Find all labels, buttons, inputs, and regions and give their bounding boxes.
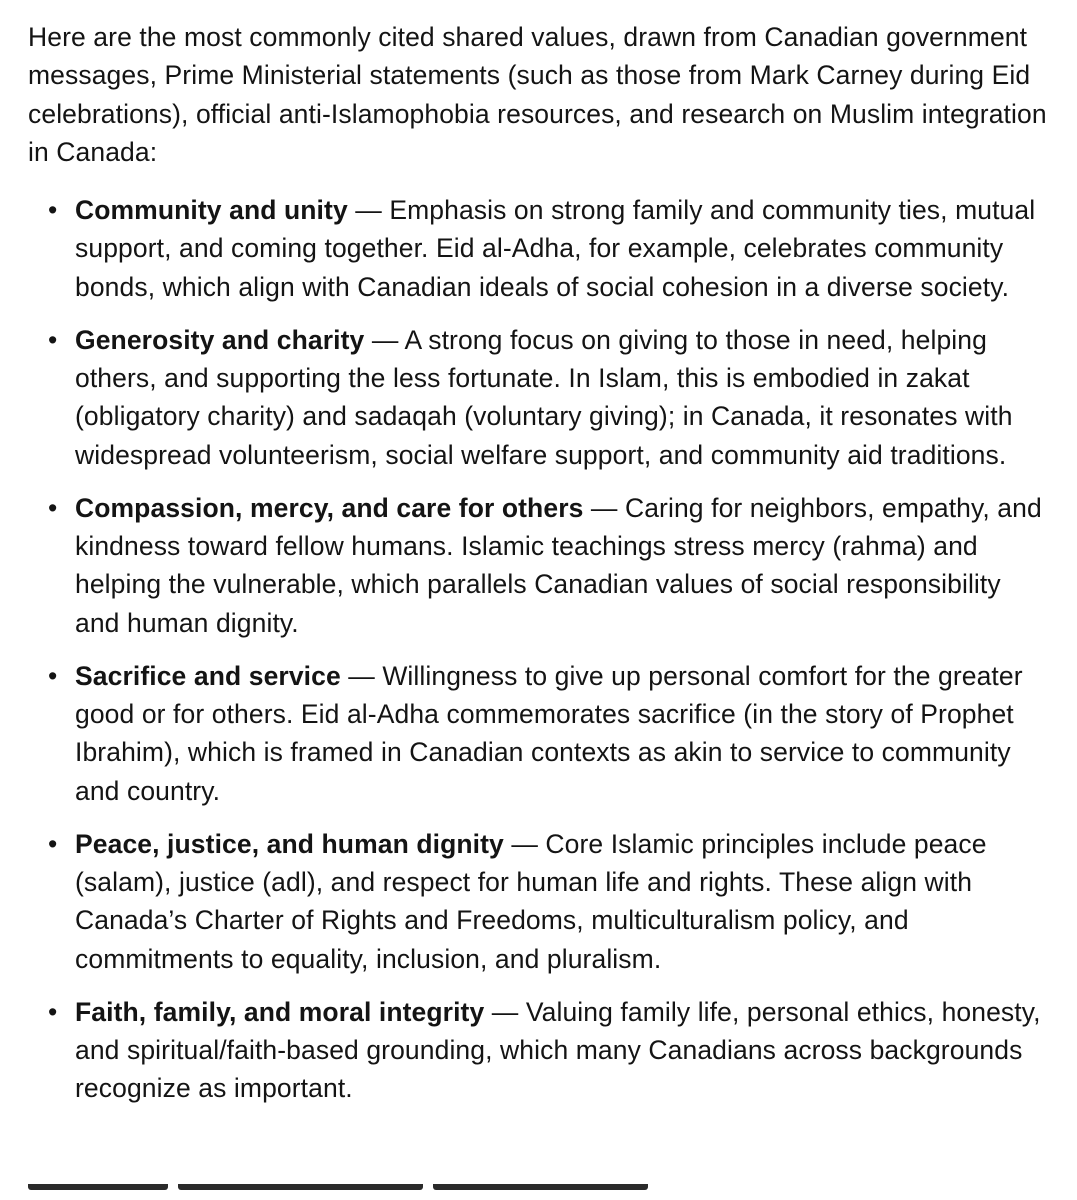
list-item [28,191,1048,306]
intro-paragraph: Here are the most commonly cited shared values, drawn from Canadian government messages, Prime Ministerial statements (such as those from Mark Carney during Eid celebrations), official anti-Islamophobia resources, and research on Muslim integration in Canada: [28,22,1047,168]
bullet-icon: • [48,996,58,1027]
value-description: — Willingness to give up personal comfort for the greater good or for others. Eid al-Adha commemorates sacrifice (in the story of Prophet Ibrahim), which is framed in Canadian contexts as akin to service to community and country. [75,660,1023,806]
list-item [28,825,1048,979]
bullet-icon: • [48,492,58,523]
cut-off-glyphs [178,1184,423,1190]
message-body [28,18,1048,1104]
value-term: Peace, justice, and human dignity [75,828,504,859]
list-item [28,489,1048,643]
list-item [28,993,1048,1108]
value-term: Generosity and charity [75,324,365,355]
cut-off-glyphs [433,1184,648,1190]
bullet-icon: • [48,828,58,859]
value-term: Faith, family, and moral integrity [75,996,485,1027]
list-item [28,321,1048,475]
bullet-icon: • [48,324,58,355]
value-term: Sacrifice and service [75,660,341,691]
value-term: Community and unity [75,195,348,225]
value-description: — Valuing family life, personal ethics, honesty, and spiritual/faith-based grounding, which many Canadians across backgrounds recognize as important. [75,996,1041,1104]
value-description: — A strong focus on giving to those in need, helping others, and supporting the less fortunate. In Islam, this is embodied in zakat (obligatory charity) and sadaqah (voluntary giving); in Canada, it resonates with widespread volunteerism, social welfare support, and community aid traditions. [75,324,1013,470]
value-description: — Core Islamic principles include peace (salam), justice (adl), and respect for human life and rights. These align with Canada’s Charter of Rights and Freedoms, multiculturalism policy, and commitments to equality, inclusion, and pluralism. [75,828,987,974]
list-item [28,657,1048,811]
cut-off-text-line [28,1184,668,1200]
value-description: — Caring for neighbors, empathy, and kindness toward fellow humans. Islamic teachings stress mercy (rahma) and helping the vulnerable, which parallels Canadian values of social responsibility and human dignity. [75,492,1042,638]
value-description: — Emphasis on strong family and community ties, mutual support, and coming together. Eid al-Adha, for example, celebrates community bonds, which align with Canadian ideals of social cohesion in a diverse society. [75,195,1036,302]
bullet-icon: • [48,660,58,691]
value-term: Compassion, mercy, and care for others [75,492,584,523]
bullet-icon: • [48,195,58,225]
shared-values-list [28,191,1048,1122]
cut-off-glyphs [28,1184,168,1190]
